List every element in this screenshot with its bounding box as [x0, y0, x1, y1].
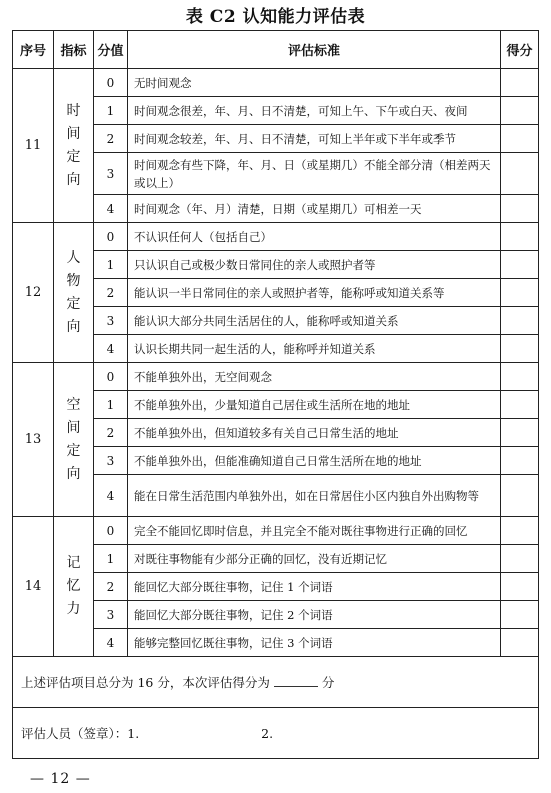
assessor-cell	[13, 708, 539, 759]
row-indicator	[54, 69, 94, 223]
result-cell[interactable]	[501, 69, 539, 97]
score-value: 3	[94, 447, 128, 475]
score-value: 0	[94, 517, 128, 545]
criteria-text: 时间观念较差，年、月、日不清楚，可知上半年或下半年或季节	[128, 125, 501, 153]
score-value: 4	[94, 629, 128, 657]
table-row	[13, 223, 539, 251]
table-row	[13, 363, 539, 391]
header-result: 得分	[501, 31, 539, 69]
result-cell[interactable]	[501, 125, 539, 153]
indicator-char: 空	[66, 396, 81, 413]
criteria-text: 时间观念很差，年、月、日不清楚，可知上午、下午或白天、夜间	[128, 97, 501, 125]
score-value: 3	[94, 307, 128, 335]
result-cell[interactable]	[501, 447, 539, 475]
indicator-char: 定	[66, 442, 81, 459]
header-row	[13, 31, 539, 69]
result-cell[interactable]	[501, 223, 539, 251]
row-seq: 11	[13, 69, 54, 223]
criteria-text: 时间观念（年、月）清楚，日期（或星期几）可相差一天	[128, 195, 501, 223]
indicator-char: 间	[66, 125, 81, 142]
score-value: 2	[94, 279, 128, 307]
row-indicator	[54, 517, 94, 657]
score-value: 1	[94, 97, 128, 125]
result-cell[interactable]	[501, 97, 539, 125]
result-cell[interactable]	[501, 153, 539, 195]
result-cell[interactable]	[501, 419, 539, 447]
table-row	[13, 517, 539, 545]
total-unit: 分	[321, 675, 335, 690]
table-row	[13, 69, 539, 97]
criteria-text: 对既往事物能有少部分正确的回忆，没有近期记忆	[128, 545, 501, 573]
score-value: 4	[94, 335, 128, 363]
indicator-char: 物	[66, 272, 81, 289]
row-seq: 13	[13, 363, 54, 517]
assessor-2: 2.	[261, 726, 274, 741]
indicator-char: 忆	[66, 578, 81, 594]
score-value: 0	[94, 69, 128, 97]
criteria-text: 不能单独外出，少量知道自己居住或生活所在地的地址	[128, 391, 501, 419]
result-cell[interactable]	[501, 391, 539, 419]
score-value: 4	[94, 475, 128, 517]
result-cell[interactable]	[501, 251, 539, 279]
row-seq: 14	[13, 517, 54, 657]
criteria-text: 不认识任何人（包括自己）	[128, 223, 501, 251]
criteria-text: 能够完整回忆既往事物，记住 3 个词语	[128, 629, 501, 657]
result-cell[interactable]	[501, 363, 539, 391]
header-score: 分值	[94, 31, 128, 69]
score-value: 4	[94, 195, 128, 223]
row-indicator	[54, 223, 94, 363]
indicator-char: 向	[66, 171, 81, 188]
score-value: 3	[94, 153, 128, 195]
criteria-text: 认识长期共同一起生活的人，能称呼并知道关系	[128, 335, 501, 363]
result-cell[interactable]	[501, 195, 539, 223]
indicator-char: 时	[66, 102, 81, 119]
assessment-table	[12, 30, 539, 759]
total-text: 上述评估项目总分为 16 分，本次评估得分为	[21, 675, 270, 690]
result-cell[interactable]	[501, 629, 539, 657]
score-value: 2	[94, 419, 128, 447]
criteria-text: 无时间观念	[128, 69, 501, 97]
indicator-char: 记	[66, 555, 81, 571]
result-cell[interactable]	[501, 517, 539, 545]
score-value: 0	[94, 223, 128, 251]
criteria-text: 时间观念有些下降，年、月、日（或星期几）不能全部分清（相差两天或以上）	[128, 153, 501, 195]
score-value: 3	[94, 601, 128, 629]
indicator-char: 定	[66, 295, 81, 312]
criteria-text: 不能单独外出，但知道较多有关自己日常生活的地址	[128, 419, 501, 447]
criteria-text: 不能单独外出，但能准确知道自己日常生活所在地的地址	[128, 447, 501, 475]
result-cell[interactable]	[501, 279, 539, 307]
criteria-text: 完全不能回忆即时信息，并且完全不能对既往事物进行正确的回忆	[128, 517, 501, 545]
indicator-char: 人	[66, 249, 81, 266]
row-indicator	[54, 363, 94, 517]
total-cell	[13, 657, 539, 708]
criteria-text: 能回忆大部分既往事物，记住 1 个词语	[128, 573, 501, 601]
header-indicator: 指标	[54, 31, 94, 69]
score-value: 2	[94, 573, 128, 601]
score-value: 2	[94, 125, 128, 153]
criteria-text: 能在日常生活范围内单独外出，如在日常居住小区内独自外出购物等	[128, 475, 501, 517]
score-value: 0	[94, 363, 128, 391]
score-value: 1	[94, 251, 128, 279]
indicator-char: 向	[66, 465, 81, 482]
header-seq: 序号	[13, 31, 54, 69]
criteria-text: 能认识大部分共同生活居住的人，能称呼或知道关系	[128, 307, 501, 335]
header-criteria: 评估标准	[128, 31, 501, 69]
indicator-char: 间	[66, 419, 81, 436]
indicator-char: 定	[66, 148, 81, 165]
assessor-label: 评估人员（签章）：1.	[21, 726, 140, 741]
criteria-text: 能回忆大部分既往事物，记住 2 个词语	[128, 601, 501, 629]
result-cell[interactable]	[501, 601, 539, 629]
result-cell[interactable]	[501, 545, 539, 573]
indicator-char: 向	[66, 318, 81, 335]
score-blank[interactable]	[274, 686, 318, 687]
result-cell[interactable]	[501, 307, 539, 335]
score-value: 1	[94, 545, 128, 573]
score-value: 1	[94, 391, 128, 419]
assessor-row	[13, 708, 539, 759]
criteria-text: 只认识自己或极少数日常同住的亲人或照护者等	[128, 251, 501, 279]
row-seq: 12	[13, 223, 54, 363]
criteria-text: 能认识一半日常同住的亲人或照护者等，能称呼或知道关系等	[128, 279, 501, 307]
result-cell[interactable]	[501, 335, 539, 363]
indicator-char: 力	[66, 601, 81, 617]
total-row	[13, 657, 539, 708]
table-title: 表 C2 认知能力评估表	[185, 7, 366, 27]
page-number: — 12 —	[30, 771, 91, 787]
result-cell[interactable]	[501, 475, 539, 517]
result-cell[interactable]	[501, 573, 539, 601]
criteria-text: 不能单独外出，无空间观念	[128, 363, 501, 391]
